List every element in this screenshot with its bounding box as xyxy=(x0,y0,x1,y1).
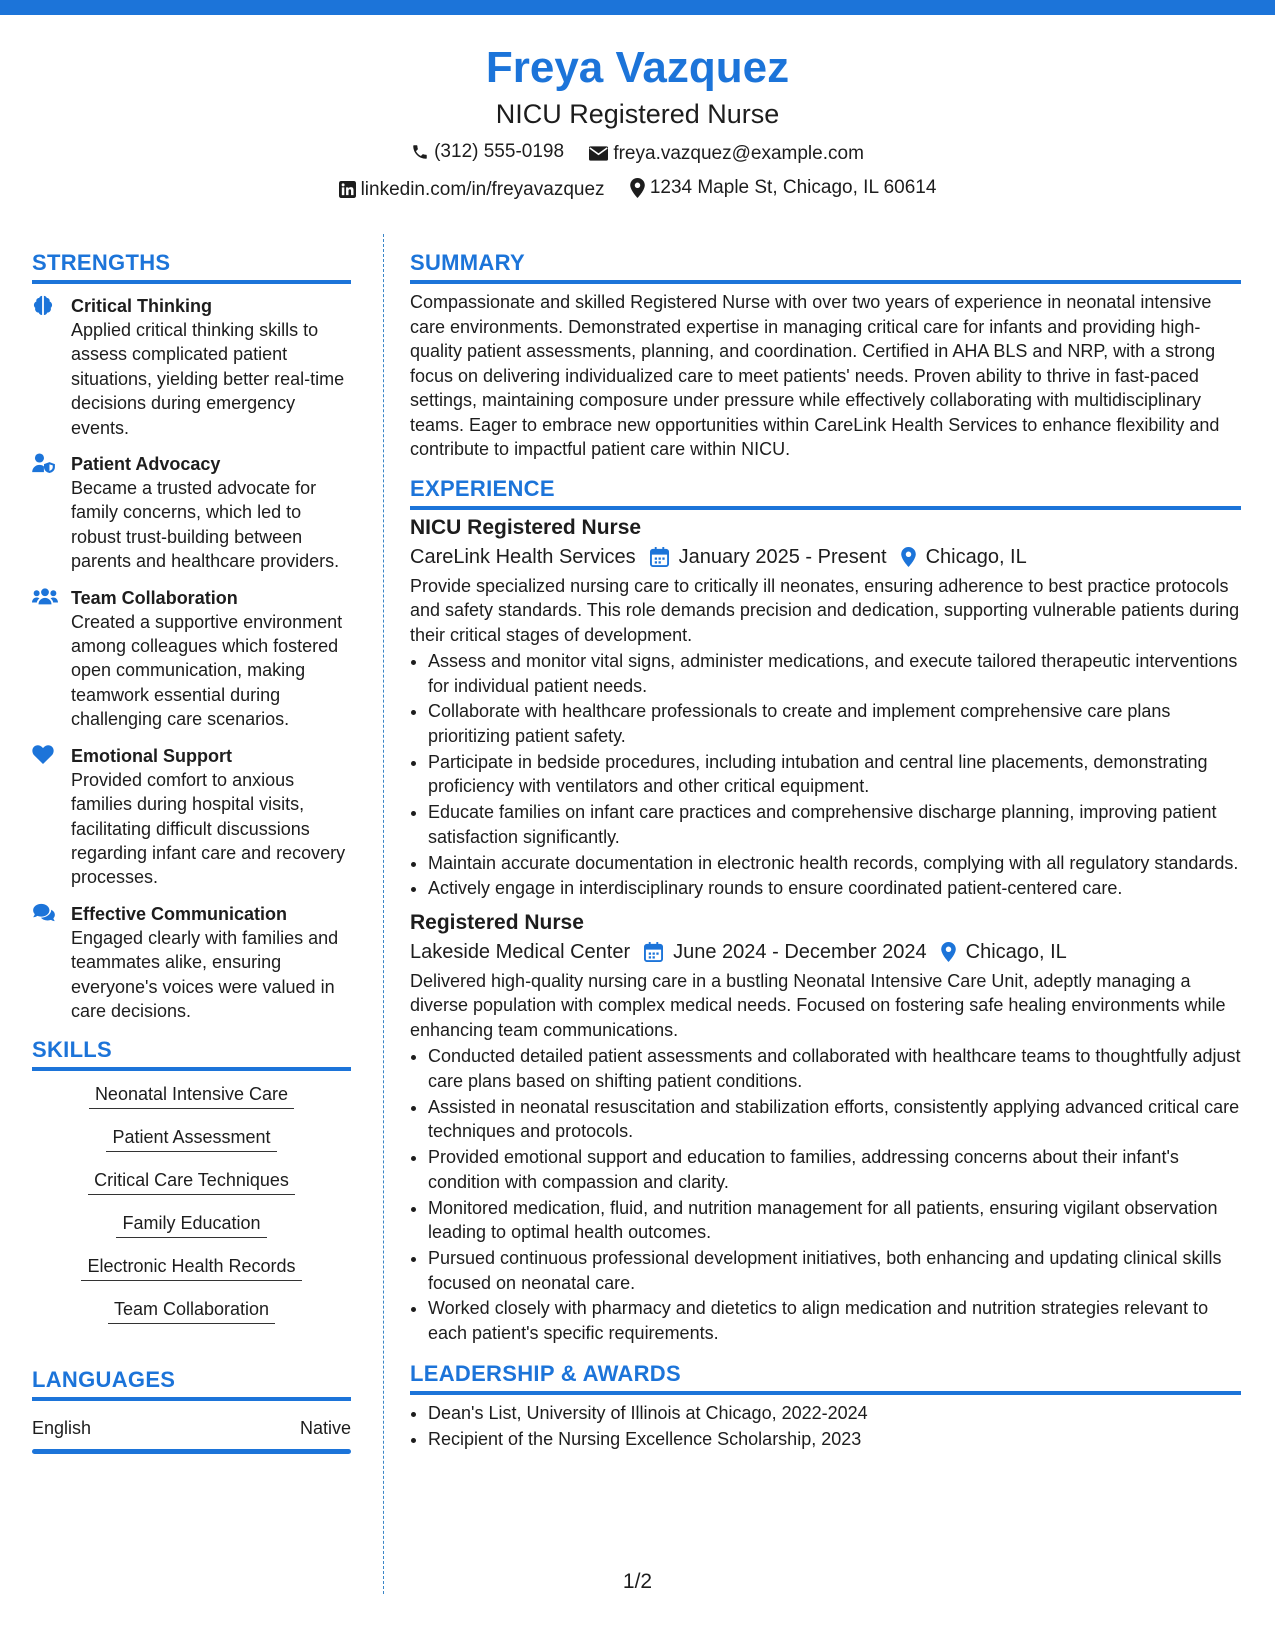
strength-item xyxy=(32,744,351,890)
job-bullet: • Pursued continuous professional development initiatives, both enhancing and updating clinical skills focused on neonatal care. xyxy=(428,1246,1241,1295)
email-contact[interactable] xyxy=(589,142,864,166)
job-bullets xyxy=(410,1044,1241,1345)
summary-section xyxy=(410,248,1241,462)
awards-section xyxy=(410,1359,1241,1451)
strength-title: Effective Communication xyxy=(71,903,288,924)
strength-item xyxy=(32,586,351,732)
page-number: 1/2 xyxy=(622,1570,653,1593)
job-bullet: • Assess and monitor vital signs, administer medications, and execute tailored therapeutic interventions for individual patient needs. xyxy=(428,649,1241,698)
strengths-heading: STRENGTHS xyxy=(32,250,171,275)
right-column xyxy=(410,248,1241,1453)
strength-title: Emotional Support xyxy=(71,745,232,766)
job-bullet: • Actively engage in interdisciplinary rounds to ensure coordinated patient-centered care. xyxy=(428,876,1241,901)
skill-tag: Neonatal Intensive Care xyxy=(89,1081,294,1109)
location-pin-icon xyxy=(630,178,645,198)
languages-section xyxy=(32,1365,351,1454)
experience-section xyxy=(410,474,1241,1346)
job-title: Registered Nurse xyxy=(410,910,584,934)
language-item xyxy=(32,1415,351,1441)
job-bullet: • Provided emotional support and education to families, addressing concerns about their infant's condition with compassion and clarity. xyxy=(428,1145,1241,1194)
strength-item xyxy=(32,294,351,440)
section-rule xyxy=(32,1067,351,1071)
job-bullets xyxy=(410,649,1241,901)
summary-heading: SUMMARY xyxy=(410,250,525,275)
job-bullet: • Educate families on infant care practices and comprehensive discharge planning, improving patient satisfaction significantly. xyxy=(428,800,1241,849)
job-company: CareLink Health Services xyxy=(410,545,636,568)
skills-heading: SKILLS xyxy=(32,1037,113,1063)
location-pin-icon xyxy=(901,547,916,567)
linkedin-icon xyxy=(339,181,356,198)
linkedin-text: linkedin.com/in/freyavazquez xyxy=(360,178,605,200)
job-bullet: • Participate in bedside procedures, including intubation and central line placements, demonstrating proficiency with ventilators and other critical equipment. xyxy=(428,750,1241,799)
job-company: Lakeside Medical Center xyxy=(410,940,631,963)
comments-icon xyxy=(32,903,56,922)
linkedin-contact[interactable] xyxy=(339,178,605,202)
brain-icon xyxy=(32,295,54,315)
job-dates-text: June 2024 - December 2024 xyxy=(673,940,927,963)
languages-heading: LANGUAGES xyxy=(32,1367,176,1393)
job-entry xyxy=(410,514,1241,901)
experience-heading: EXPERIENCE xyxy=(410,475,555,501)
skill-tag: Critical Care Techniques xyxy=(88,1167,295,1195)
strength-desc: Became a trusted advocate for family concerns, which led to robust trust-building between parents and healthcare providers. xyxy=(71,478,340,572)
skills-section xyxy=(32,1035,351,1339)
candidate-name: Freya Vazquez xyxy=(485,43,790,92)
top-accent-bar xyxy=(0,0,1275,15)
job-dates-text: January 2025 - Present xyxy=(678,545,887,568)
left-column xyxy=(32,248,351,1454)
users-icon xyxy=(32,587,58,605)
skill-tag: Family Education xyxy=(116,1210,266,1238)
location-pin-icon xyxy=(941,942,956,962)
language-level: Native xyxy=(299,1418,351,1439)
job-entry xyxy=(410,909,1241,1345)
section-rule xyxy=(410,280,1241,284)
section-rule xyxy=(410,1391,1241,1395)
heart-icon xyxy=(32,745,54,764)
address-contact xyxy=(630,176,937,200)
envelope-icon xyxy=(589,146,608,161)
strength-title: Critical Thinking xyxy=(71,296,213,316)
strength-desc: Provided comfort to anxious families during hospital visits, facilitating difficult discussions regarding infant care and recovery processes. xyxy=(71,769,346,888)
skill-tag: Electronic Health Records xyxy=(81,1253,301,1281)
job-location-text: Chicago, IL xyxy=(965,940,1067,963)
job-bullet: • Conducted detailed patient assessments and collaborated with healthcare teams to thoughtfully adjust care plans based on shifting patient conditions. xyxy=(428,1044,1241,1093)
candidate-role: NICU Registered Nurse xyxy=(495,99,780,129)
strength-item xyxy=(32,452,351,574)
user-shield-icon xyxy=(32,453,56,473)
strength-title: Team Collaboration xyxy=(71,587,238,608)
summary-text: Compassionate and skilled Registered Nurse with over two years of experience in neonatal intensive care environments. Demonstrated expertise in managing critical care for infants and providing high-quality patient assessments, planning, and coordination. Certified in AHA BLS and NRP, with a strong focus on delivering individualized care to meet patients' needs. Proven ability to thrive in fast-paced settings, maintaining composure under pressure while effectively collaborating with multidisciplinary teams. Eager to embrace new opportunities within CareLink Health Services to enhance flexibility and contribute to impactful patient care within NICU. xyxy=(410,292,1220,459)
language-name: English xyxy=(32,1418,92,1439)
job-bullet: • Assisted in neonatal resuscitation and stabilization efforts, consistently applying advanced critical care techniques and protocols. xyxy=(428,1095,1241,1144)
section-rule xyxy=(410,506,1241,510)
job-dates xyxy=(644,937,927,967)
job-bullet: • Collaborate with healthcare professionals to create and implement comprehensive care plans prioritizing patient safety. xyxy=(428,699,1241,748)
language-level-bar xyxy=(32,1449,351,1454)
contact-row-2 xyxy=(0,176,1275,205)
job-location-text: Chicago, IL xyxy=(925,545,1027,568)
calendar-icon xyxy=(650,547,669,567)
strength-desc: Applied critical thinking skills to assess complicated patient situations, yielding better real-time decisions during emergency events. xyxy=(71,320,345,438)
job-bullet: • Monitored medication, fluid, and nutrition management for all patients, ensuring vigilant observation leading to optimal health outcomes. xyxy=(428,1196,1241,1245)
resume-header xyxy=(0,40,1275,205)
job-description: Provide specialized nursing care to critically ill neonates, ensuring adherence to best practice protocols and safety standards. This role demands precision and dedication, supporting vulnerable patients during their critical stages of development. xyxy=(410,575,1240,645)
email-text: freya.vazquez@example.com xyxy=(613,142,864,164)
calendar-icon xyxy=(644,942,663,962)
job-meta xyxy=(410,542,1241,572)
column-divider xyxy=(383,234,384,1594)
skills-list xyxy=(32,1081,351,1339)
skill-tag: Team Collaboration xyxy=(108,1296,275,1324)
phone-text: (312) 555-0198 xyxy=(434,141,565,162)
job-location xyxy=(901,542,1027,572)
strength-desc: Created a supportive environment among colleagues which fostered open communication, making teamwork essential during challenging care scenarios. xyxy=(71,611,343,730)
job-title: NICU Registered Nurse xyxy=(410,515,642,539)
job-location xyxy=(941,937,1067,967)
awards-list xyxy=(410,1401,1241,1451)
strengths-section xyxy=(32,248,351,1023)
job-dates xyxy=(650,542,887,572)
award-item: • Dean's List, University of Illinois at Chicago, 2022-2024 xyxy=(428,1401,1241,1426)
address-text: 1234 Maple St, Chicago, IL 60614 xyxy=(649,177,937,198)
job-bullet: • Worked closely with pharmacy and dietetics to align medication and nutrition strategies relevant to each patient's specific requirements. xyxy=(428,1296,1241,1345)
section-rule xyxy=(32,280,351,284)
contact-row-1 xyxy=(0,140,1275,168)
section-rule xyxy=(32,1397,351,1401)
phone-contact xyxy=(411,140,564,164)
skill-tag: Patient Assessment xyxy=(106,1124,276,1152)
award-item: • Recipient of the Nursing Excellence Scholarship, 2023 xyxy=(428,1427,1241,1452)
job-description: Delivered high-quality nursing care in a bustling Neonatal Intensive Care Unit, adeptly managing a diverse population with complex medical needs. Focused on fostering safe healing environments while enhancing team communications. xyxy=(410,970,1226,1040)
strength-item xyxy=(32,902,351,1024)
strength-desc: Engaged clearly with families and teammates alike, ensuring everyone's voices were valued in care decisions. xyxy=(71,927,339,1021)
awards-heading: LEADERSHIP & AWARDS xyxy=(410,1361,681,1387)
strength-title: Patient Advocacy xyxy=(71,454,221,475)
job-meta xyxy=(410,937,1241,967)
job-bullet: • Maintain accurate documentation in electronic health records, complying with all regulatory standards. xyxy=(428,851,1241,876)
phone-icon xyxy=(411,143,429,161)
